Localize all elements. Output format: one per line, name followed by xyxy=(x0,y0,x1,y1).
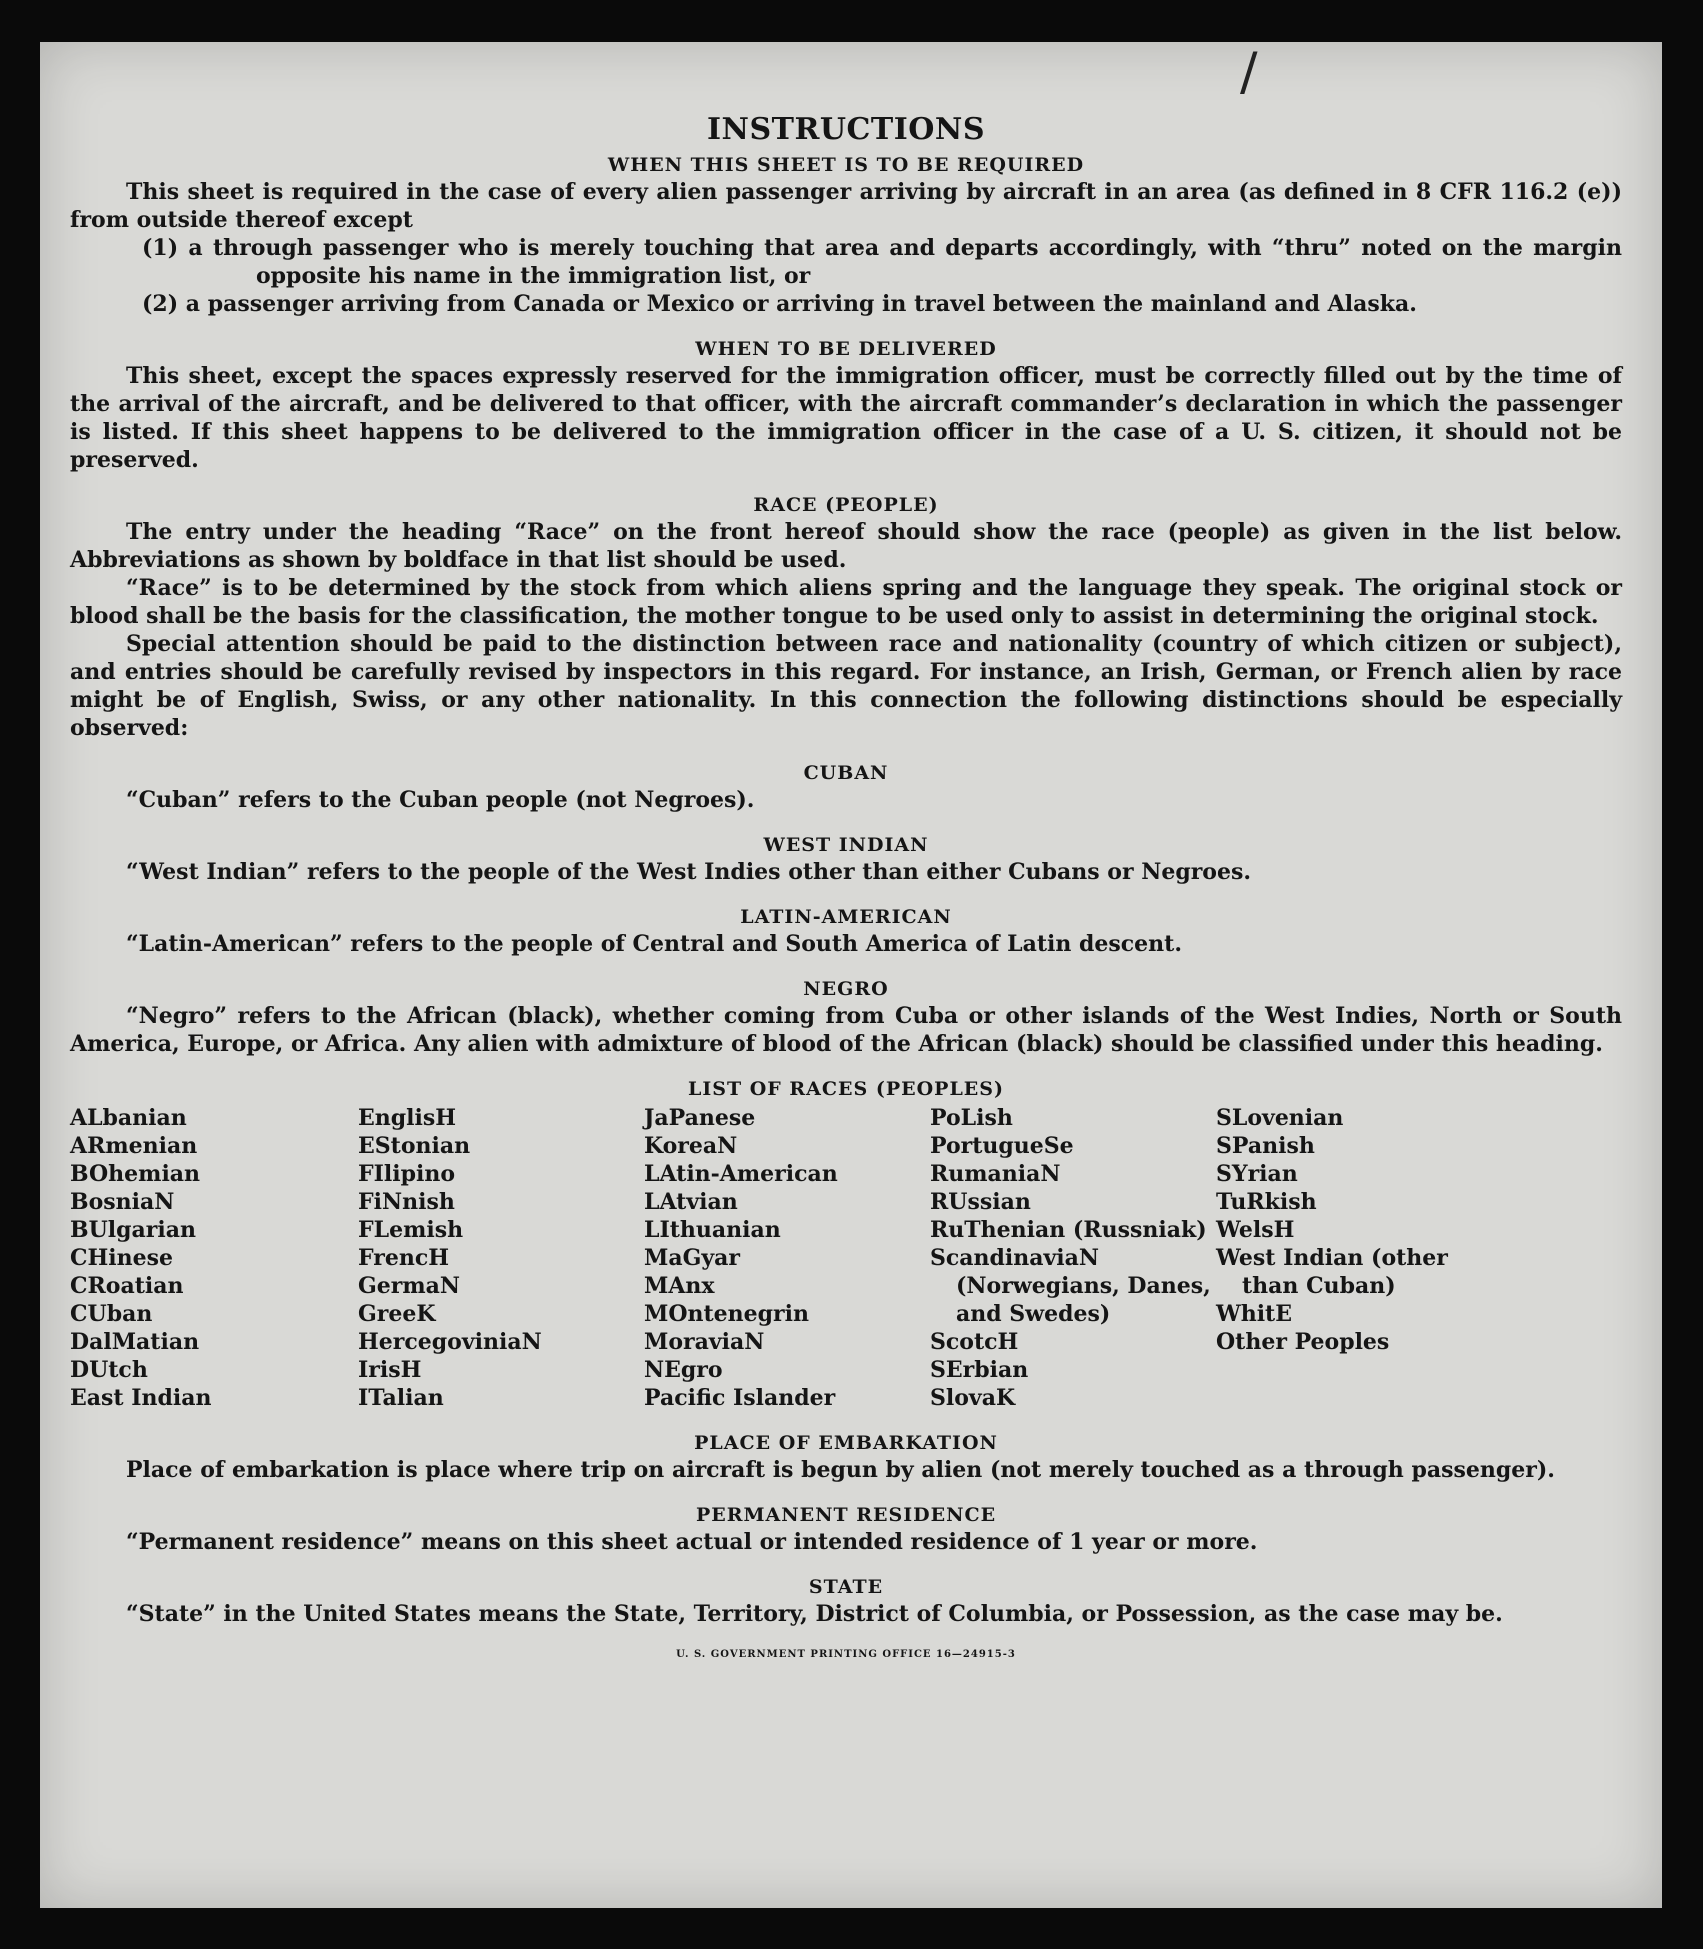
race-entry: KoreaN xyxy=(644,1133,738,1159)
heading-state: STATE xyxy=(808,1576,884,1598)
race-entry: RumaniaN xyxy=(930,1161,1061,1187)
race-entry: FrencH xyxy=(358,1245,449,1271)
race-entry: TuRkish xyxy=(1216,1189,1317,1215)
races-column-3 xyxy=(644,1104,930,1412)
race-entry: JaPanese xyxy=(644,1105,756,1131)
race-entry: SLovenian xyxy=(1216,1105,1344,1131)
race-entry: EStonian xyxy=(358,1133,471,1159)
west-indian-text: “West Indian” refers to the people of the West Indies other than either Cubans or Negroes. xyxy=(126,859,1252,885)
race-entry: LIthuanian xyxy=(644,1217,781,1243)
race-entry: ARmenian xyxy=(70,1133,198,1159)
race-paragraph-3: Special attention should be paid to the distinction between race and nationality (country of which citizen or subject), and entries should be carefully revised by inspectors in this regard. For instance, an Irish, German, or French alien by race might be of English, Swiss, or any other nationality. In this connection the following distinctions should be especially observed: xyxy=(70,631,1622,741)
race-entry: NEgro xyxy=(644,1357,723,1383)
exception-item-2: (2) a passenger arriving from Canada or Mexico or arriving in travel between the mainland and Alaska. xyxy=(142,291,1417,317)
heading-race: RACE (PEOPLE) xyxy=(753,494,939,516)
race-entry: ALbanian xyxy=(70,1105,187,1131)
race-entry: MaGyar xyxy=(644,1245,741,1271)
heading-west-indian: WEST INDIAN xyxy=(763,834,929,856)
race-entry: PoLish xyxy=(930,1105,1013,1131)
race-entry: MOntenegrin xyxy=(644,1301,809,1327)
race-entry: LAtvian xyxy=(644,1189,738,1215)
heading-latin-american: LATIN-AMERICAN xyxy=(740,906,952,928)
race-entry: SYrian xyxy=(1216,1161,1298,1187)
heading-when-required: WHEN THIS SHEET IS TO BE REQUIRED xyxy=(607,154,1085,176)
latin-american-text: “Latin-American” refers to the people of Central and South America of Latin descent. xyxy=(126,931,1182,957)
race-entry: FLemish xyxy=(358,1217,464,1243)
races-column-4 xyxy=(930,1104,1216,1412)
exception-item-1: (1) a through passenger who is merely touching that area and departs accordingly, with “thru” noted on the margin opposite his name in the immigration list, or xyxy=(142,235,1622,289)
race-entry: DalMatian xyxy=(70,1329,200,1355)
race-entry: LAtin-American xyxy=(644,1161,838,1187)
page-number-mark: / xyxy=(1240,42,1258,102)
race-entry: FiNnish xyxy=(358,1189,455,1215)
races-column-1 xyxy=(70,1104,358,1412)
race-entry: ScandinaviaN (Norwegians, Danes, and Swedes) xyxy=(930,1245,1211,1327)
embarkation-text: Place of embarkation is place where trip on aircraft is begun by alien (not merely touched as a through passenger). xyxy=(126,1457,1555,1483)
heading-cuban: CUBAN xyxy=(803,762,889,784)
race-entry: HercegoviniaN xyxy=(358,1329,542,1355)
race-entry: ScotcH xyxy=(930,1329,1019,1355)
race-entry: BOhemian xyxy=(70,1161,201,1187)
when-delivered-text: This sheet, except the spaces expressly reserved for the immigration officer, must be correctly filled out by the time of the arrival of the aircraft, and be delivered to that officer, with the aircraft commander’s declaration in which the passenger is listed. If this sheet happens to be delivered to the immigration officer in the case of a U. S. citizen, it should not be preserved. xyxy=(70,363,1622,473)
race-entry: RuThenian (Russniak) xyxy=(930,1217,1207,1243)
race-entry: BUlgarian xyxy=(70,1217,196,1243)
race-paragraph-1: The entry under the heading “Race” on the front hereof should show the race (people) as given in the list below. Abbreviations as shown by boldface in that list should be used. xyxy=(70,519,1622,573)
race-entry: RUssian xyxy=(930,1189,1031,1215)
negro-text: “Negro” refers to the African (black), whether coming from Cuba or other islands of the West Indies, North or South America, Europe, or Africa. Any alien with admixture of blood of the African (black) should be classified under this heading. xyxy=(70,1003,1622,1057)
permanent-residence-text: “Permanent residence” means on this sheet actual or intended residence of 1 year or more. xyxy=(126,1529,1258,1555)
heading-list-of-races: LIST OF RACES (PEOPLES) xyxy=(688,1078,1004,1100)
printer-imprint: U. S. GOVERNMENT PRINTING OFFICE 16—24915-3 xyxy=(676,1649,1016,1660)
instructions-content xyxy=(70,112,1622,1662)
race-entry: MAnx xyxy=(644,1273,715,1299)
when-required-intro: This sheet is required in the case of every alien passenger arriving by aircraft in an area (as defined in 8 CFR 116.2 (e)) from outside thereof except xyxy=(70,179,1622,233)
heading-when-delivered: WHEN TO BE DELIVERED xyxy=(695,338,997,360)
race-entry: IrisH xyxy=(358,1357,422,1383)
race-entry: Other Peoples xyxy=(1216,1329,1390,1355)
race-entry: CUban xyxy=(70,1301,153,1327)
races-list xyxy=(70,1104,1622,1412)
race-entry: EnglisH xyxy=(358,1105,457,1131)
race-entry: CHinese xyxy=(70,1245,174,1271)
race-entry: WhitE xyxy=(1216,1301,1292,1327)
page-title: INSTRUCTIONS xyxy=(707,112,985,147)
race-entry: FIlipino xyxy=(358,1161,456,1187)
heading-negro: NEGRO xyxy=(803,978,889,1000)
race-entry: Pacific Islander xyxy=(644,1385,836,1411)
race-entry: ITalian xyxy=(358,1385,444,1411)
race-entry: DUtch xyxy=(70,1357,148,1383)
race-entry: MoraviaN xyxy=(644,1329,765,1355)
race-entry: CRoatian xyxy=(70,1273,184,1299)
race-entry: SPanish xyxy=(1216,1133,1315,1159)
heading-permanent-residence: PERMANENT RESIDENCE xyxy=(695,1504,997,1526)
state-text: “State” in the United States means the State, Territory, District of Columbia, or Possession, as the case may be. xyxy=(126,1601,1503,1627)
cuban-text: “Cuban” refers to the Cuban people (not Negroes). xyxy=(126,787,755,813)
race-entry: SlovaK xyxy=(930,1385,1016,1411)
race-entry: East Indian xyxy=(70,1385,212,1411)
races-column-2 xyxy=(358,1104,644,1412)
document-sheet xyxy=(40,42,1662,1908)
race-entry: GreeK xyxy=(358,1301,436,1327)
race-entry: PortugueSe xyxy=(930,1133,1074,1159)
race-entry: SErbian xyxy=(930,1357,1029,1383)
race-entry: BosniaN xyxy=(70,1189,175,1215)
heading-place-of-embarkation: PLACE OF EMBARKATION xyxy=(694,1432,998,1454)
race-paragraph-2: “Race” is to be determined by the stock from which aliens spring and the language they speak. The original stock or blood shall be the basis for the classification, the mother tongue to be used only to assist in determining the original stock. xyxy=(70,575,1622,629)
race-entry: WelsH xyxy=(1216,1217,1295,1243)
races-column-5 xyxy=(1216,1104,1502,1412)
race-entry: West Indian (other than Cuban) xyxy=(1216,1245,1448,1299)
race-entry: GermaN xyxy=(358,1273,461,1299)
